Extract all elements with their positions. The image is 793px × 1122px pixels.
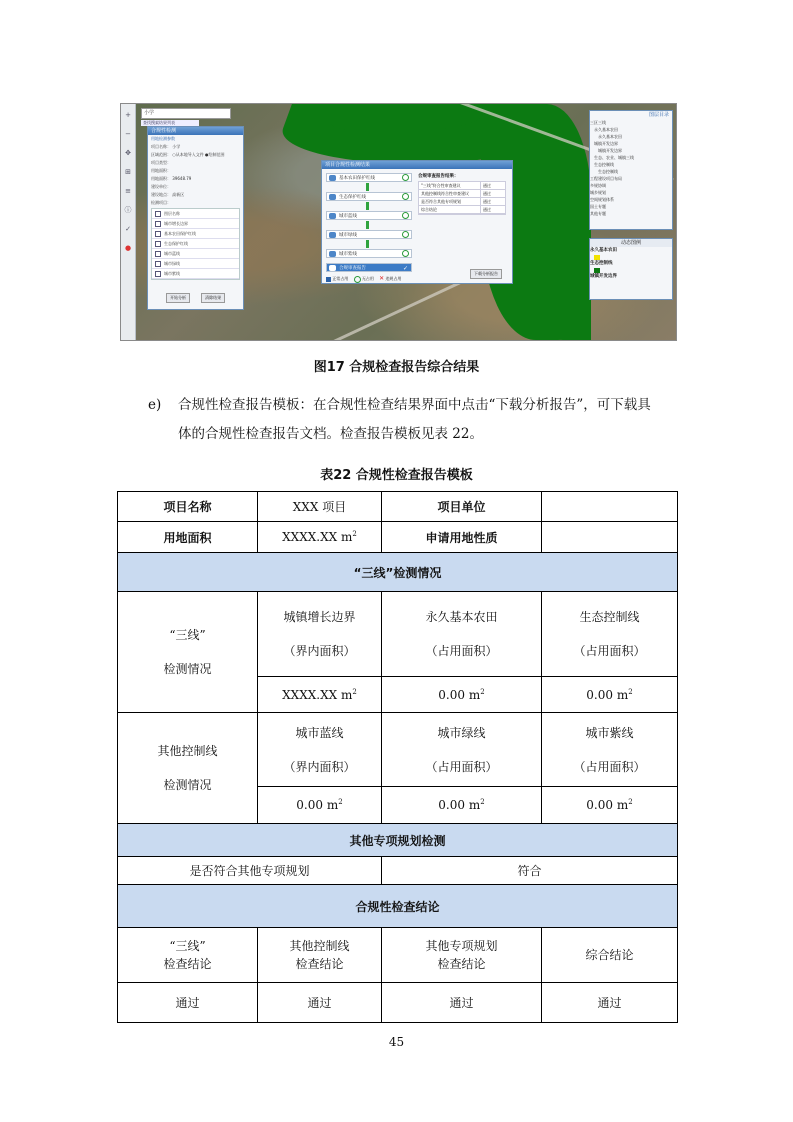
- tree-item[interactable]: 生态控制线: [598, 169, 618, 174]
- table-row: [118, 713, 678, 787]
- down-arrow-icon: [366, 240, 369, 248]
- conclusion-header: 其他控制线 检查结论: [258, 928, 382, 983]
- table-row: [118, 928, 678, 983]
- result-pane: [418, 173, 506, 229]
- project-name-value: XXX 项目: [258, 492, 382, 522]
- checkbox-icon[interactable]: [155, 211, 161, 217]
- row-label-line: 其他控制线: [157, 744, 218, 758]
- checkbox-icon[interactable]: [155, 261, 161, 267]
- land-area-value: XXXX.XX m: [282, 530, 353, 544]
- pan-icon[interactable]: ✥: [125, 149, 131, 157]
- identify-icon[interactable]: ⓘ: [124, 206, 132, 214]
- tree-item[interactable]: 生态、农业、城镇三线: [594, 155, 634, 160]
- area-value-cell: 0.00 $m^2$: [542, 677, 678, 713]
- gis-screenshot-figure: [120, 103, 677, 341]
- param-row: 检测项目：: [151, 200, 171, 205]
- other-lines-row-label: [118, 713, 258, 824]
- conclusion-value: 通过: [118, 983, 258, 1023]
- report-template-table: [117, 491, 678, 1023]
- layer-item[interactable]: 基本农田保护红线: [152, 229, 239, 239]
- checkbox-icon[interactable]: [155, 251, 161, 257]
- ok-circle-icon: [402, 174, 409, 181]
- project-unit-value: [542, 492, 678, 522]
- location-pin-icon[interactable]: ●: [124, 244, 132, 252]
- other-lines-header: 城市绿线 （占用面积）: [382, 713, 542, 787]
- checkbox-icon[interactable]: [155, 271, 161, 277]
- table-caption: 表22 合规性检查报告模板: [320, 468, 473, 483]
- table-row: [118, 983, 678, 1023]
- table-row: [118, 553, 678, 592]
- unit-superscript: 2: [352, 530, 357, 538]
- three-lines-header: 永久基本农田 （占用面积）: [382, 592, 542, 677]
- paragraph-line: 体的合规性检查报告文档。检查报告模板见表 22。: [178, 426, 483, 442]
- row-label-line: 检测情况: [163, 778, 212, 792]
- param-row[interactable]: 建设单位：: [151, 184, 171, 189]
- legend-item: 城镇开发边界: [590, 274, 617, 279]
- database-icon: [329, 251, 336, 257]
- download-report-button[interactable]: 下载分析报告: [470, 269, 502, 279]
- tree-item[interactable]: 空间规划体系: [590, 197, 614, 202]
- map-search-input[interactable]: 小学: [141, 108, 231, 119]
- checkbox-icon[interactable]: [155, 221, 161, 227]
- param-row[interactable]: 用地面积：: [151, 168, 171, 173]
- database-icon: [329, 175, 336, 181]
- flow-step: 生态保护红线: [326, 192, 412, 201]
- layer-item[interactable]: 城市紫线: [152, 269, 239, 279]
- conclusion-value: 通过: [542, 983, 678, 1023]
- land-use-value: [542, 522, 678, 553]
- section-special-plans: 其他专项规划检测: [118, 824, 678, 857]
- conclusion-header: “三线” 检查结论: [118, 928, 258, 983]
- result-row: 其他控制线符合性审查建议 通过: [419, 190, 505, 198]
- layer-list: [151, 208, 240, 280]
- conclusion-value: 通过: [382, 983, 542, 1023]
- figure-caption: 图17 合规检查报告综合结果: [313, 360, 480, 375]
- tree-item[interactable]: 三区三线: [590, 120, 606, 125]
- checkbox-icon[interactable]: [155, 231, 161, 237]
- tree-item[interactable]: 城镇开发边界: [598, 148, 622, 153]
- ok-circle-icon: [402, 212, 409, 219]
- down-arrow-icon: [366, 221, 369, 229]
- result-row: 是否符合其他专项规划 通过: [419, 198, 505, 206]
- down-arrow-icon: [366, 202, 369, 210]
- table-row: [118, 857, 678, 885]
- layer-item[interactable]: 城市蓝线: [152, 249, 239, 259]
- zoom-in-icon[interactable]: +: [125, 111, 131, 119]
- other-lines-header: 城市蓝线 （界内面积）: [258, 713, 382, 787]
- project-name-label: 项目名称: [118, 492, 258, 522]
- section-conclusion: 合规性检查结论: [118, 885, 678, 928]
- layer-item[interactable]: 城市绿线: [152, 259, 239, 269]
- result-pane-title: 合规审查报告结果：: [418, 174, 459, 179]
- conclusion-header: 综合结论: [542, 928, 678, 983]
- row-label-line: 检测情况: [163, 662, 212, 676]
- param-row[interactable]: 用地面积： 39648.79: [151, 176, 192, 181]
- conclusion-value: 通过: [258, 983, 382, 1023]
- land-area-label: 用地面积: [118, 522, 258, 553]
- conclusion-header: 其他专项规划 检查结论: [382, 928, 542, 983]
- start-analysis-button[interactable]: 开始分析: [166, 293, 190, 303]
- checkmark-icon: ✓: [402, 265, 408, 272]
- layer-tree-panel: [589, 110, 673, 230]
- result-row: 综合结论 通过: [419, 206, 505, 214]
- tree-item[interactable]: 生态控制线: [594, 162, 614, 167]
- special-plan-answer: 符合: [382, 857, 678, 885]
- tree-item[interactable]: 城乡规划: [590, 190, 606, 195]
- check-icon[interactable]: ✓: [125, 225, 131, 233]
- table-row: [118, 492, 678, 522]
- clear-results-button[interactable]: 清除结果: [201, 293, 225, 303]
- params-window: [147, 126, 244, 310]
- tree-item[interactable]: 多规协调: [590, 183, 606, 188]
- list-marker: e): [148, 397, 162, 413]
- dynamic-legend-title: 动态图例: [590, 239, 672, 247]
- legend-item: 生态控制线: [590, 261, 613, 266]
- flow-step: 城市绿线: [326, 230, 412, 239]
- ok-circle-icon: [354, 276, 361, 283]
- tree-item[interactable]: 工程建设项目布局: [590, 176, 622, 181]
- param-row[interactable]: 建设地点： 高新区: [151, 192, 185, 197]
- layers-icon[interactable]: ≡: [125, 187, 131, 195]
- other-lines-header: 城市紫线 （占用面积）: [542, 713, 678, 787]
- paragraph-line: 合规性检查报告模板：在合规性检查结果界面中点击“下载分析报告”，可下载具: [178, 397, 651, 413]
- result-row: "三线"符合性审查建议 通过: [419, 182, 505, 190]
- legend-item: 永久基本农田: [590, 248, 617, 253]
- database-icon: [329, 194, 336, 200]
- down-arrow-icon: [366, 183, 369, 191]
- area-value-cell: 0.00 $m^2$: [258, 787, 382, 824]
- param-row[interactable]: 项目类型：: [151, 160, 171, 165]
- table-row: [118, 885, 678, 928]
- table-row: [118, 824, 678, 857]
- area-value-cell: 0.00 $m^2$: [542, 787, 678, 824]
- area-value-cell: 0.00 $m^2$: [382, 787, 542, 824]
- special-plan-question: 是否符合其他专项规划: [118, 857, 382, 885]
- tree-item[interactable]: 国土专题: [590, 204, 606, 209]
- ok-circle-icon: [402, 193, 409, 200]
- document-icon: [329, 265, 336, 271]
- layer-item[interactable]: 生态保护红线: [152, 239, 239, 249]
- param-row[interactable]: 区域范围： ○从本地导入文件 ●绘制范围: [151, 152, 225, 157]
- database-icon: [329, 232, 336, 238]
- three-lines-header: 生态控制线 （占用面积）: [542, 592, 678, 677]
- layer-tree-title[interactable]: 图层目录: [648, 112, 669, 118]
- flow-legend: 正常占用 无占用 ✕ 违规占用: [326, 275, 401, 283]
- table-row: [118, 522, 678, 553]
- search-result-list[interactable]: 查找搜索结果列表: [141, 120, 199, 126]
- row-label-line: “三线”: [169, 628, 206, 642]
- tree-item[interactable]: 永久基本农田: [594, 127, 618, 132]
- area-value-cell: XXXX.XX $m^2$: [258, 677, 382, 713]
- measure-icon[interactable]: ⊞: [125, 168, 131, 176]
- dynamic-legend-panel: [589, 238, 673, 300]
- land-use-label: 申请用地性质: [382, 522, 542, 553]
- flow-window-title: 项目合规性检测结果: [322, 161, 512, 169]
- area-value-cell: 0.00 $m^2$: [382, 677, 542, 713]
- flow-step-report[interactable]: 合规审查报告 ✓: [326, 263, 412, 272]
- flow-window: [321, 160, 513, 284]
- tree-item[interactable]: 其他专题: [590, 211, 606, 216]
- ok-circle-icon: [402, 250, 409, 257]
- layer-item[interactable]: 城市增长边界: [152, 219, 239, 229]
- page-number: 45: [388, 1035, 405, 1049]
- map-toolbar: [121, 104, 136, 340]
- database-icon: [329, 213, 336, 219]
- tree-item[interactable]: 永久基本农田: [598, 134, 622, 139]
- project-unit-label: 项目单位: [382, 492, 542, 522]
- land-area-cell: [258, 522, 382, 553]
- flow-step: 城市紫线: [326, 249, 412, 258]
- layer-list-header: 图层名称: [152, 209, 239, 219]
- flow-step: 基本农田保护红线: [326, 173, 412, 182]
- param-row[interactable]: 项目名称： 小学: [151, 144, 181, 149]
- zoom-out-icon[interactable]: −: [125, 130, 131, 138]
- tree-item[interactable]: 城镇开发边界: [594, 141, 618, 146]
- section-three-lines: “三线”检测情况: [118, 553, 678, 592]
- normal-square-icon: [326, 277, 331, 282]
- three-lines-row-label: [118, 592, 258, 713]
- params-window-subtitle: 用地检测参数: [151, 136, 175, 141]
- checkbox-icon[interactable]: [155, 241, 161, 247]
- ok-circle-icon: [402, 231, 409, 238]
- table-row: [118, 592, 678, 677]
- cross-icon: ✕: [379, 275, 385, 282]
- flow-step: 城市蓝线: [326, 211, 412, 220]
- params-window-title: 合规性检测: [148, 127, 243, 135]
- three-lines-header: 城镇增长边界 （界内面积）: [258, 592, 382, 677]
